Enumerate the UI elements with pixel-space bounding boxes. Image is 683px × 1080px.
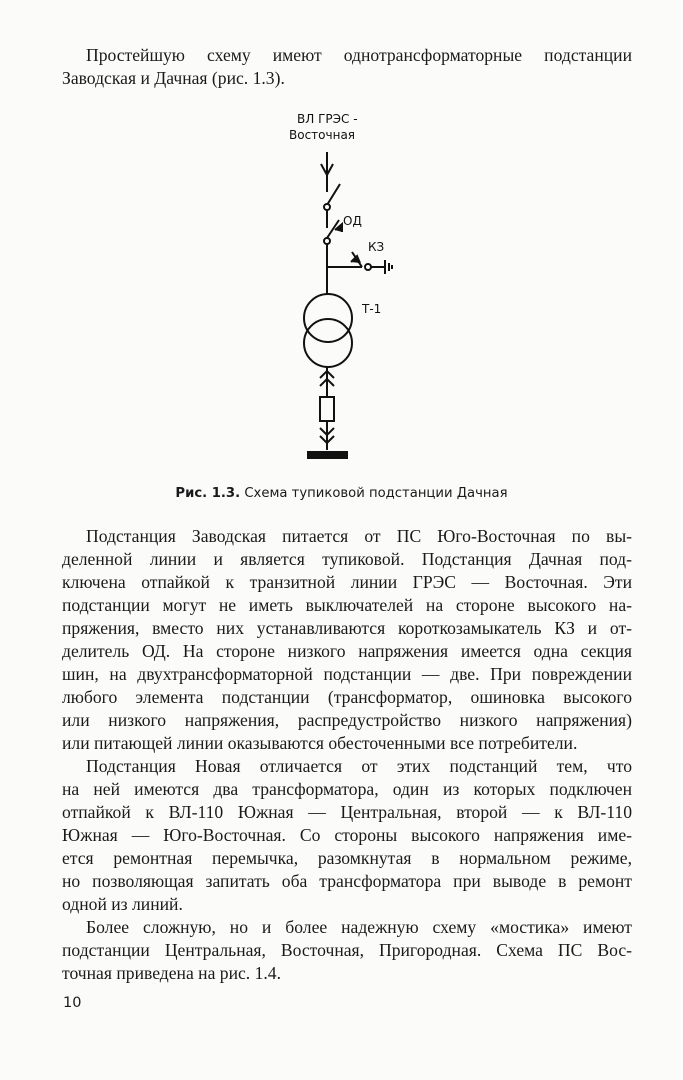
substation-diagram — [0, 0, 683, 480]
disconnector-label: ОД — [343, 214, 362, 228]
body-line: или низкого напряжения, распредустройство низкого напряжения) — [62, 710, 632, 730]
transformer-label: Т-1 — [362, 302, 382, 316]
line-label: Восточная — [289, 128, 356, 142]
body-line: отпайкой к ВЛ-110 Южная — Центральная, второй — к ВЛ-110 — [62, 802, 632, 822]
body-line: Подстанция Новая отличается от этих подстанций тем, что — [86, 756, 632, 776]
body-line: точная приведена на рис. 1.4. — [62, 963, 281, 983]
body-line: Более сложную, но и более надежную схему «мостика» имеют — [86, 917, 632, 937]
intro-line: Простейшую схему имеют однотрансформаторные подстанции — [86, 45, 632, 65]
body-line: пряжения, вместо них устанавливаются короткозамыкатель КЗ и от- — [62, 618, 632, 638]
caption-number: Рис. 1.3. — [175, 486, 241, 501]
figure-caption — [0, 486, 683, 501]
body-line: или питающей линии оказываются обесточенными все потребители. — [62, 733, 578, 753]
body-line: одной из линий. — [62, 894, 183, 914]
body-line: любого элемента подстанции (трансформатор, ошиновка высокого — [62, 687, 632, 707]
line-label: ВЛ ГРЭС - — [297, 112, 358, 126]
body-line: подстанции Центральная, Восточная, Пригородная. Схема ПС Вос- — [62, 940, 632, 960]
body-line: Подстанция Заводская питается от ПС Юго-Восточная по вы- — [86, 526, 632, 546]
body-line: ключена отпайкой к транзитной линии ГРЭС — Восточная. Эти — [62, 572, 632, 592]
body-line: подстанции могут не иметь выключателей на стороне высокого на- — [62, 595, 632, 615]
body-line: деленной линии и является тупиковой. Подстанция Дачная под- — [62, 549, 632, 569]
shortcircuiter-label: КЗ — [368, 240, 385, 254]
body-line: делитель ОД. На стороне низкого напряжения имеется одна секция — [62, 641, 632, 661]
body-line: но позволяющая запитать оба трансформатора при выводе в ремонт — [62, 871, 632, 891]
busbar — [307, 451, 348, 459]
body-line: ется ремонтная перемычка, разомкнутая в нормальном режиме, — [62, 848, 632, 868]
page-number: 10 — [63, 995, 82, 1011]
caption-text: Схема тупиковой подстанции Дачная — [244, 486, 508, 501]
body-line: шин, на двухтрансформаторной подстанции — две. При повреждении — [62, 664, 632, 684]
intro-line: Заводская и Дачная (рис. 1.3). — [62, 68, 285, 88]
body-line: Южная — Юго-Восточная. Со стороны высокого напряжения име- — [62, 825, 632, 845]
body-line: на ней имеются два трансформатора, один из которых подключен — [62, 779, 632, 799]
